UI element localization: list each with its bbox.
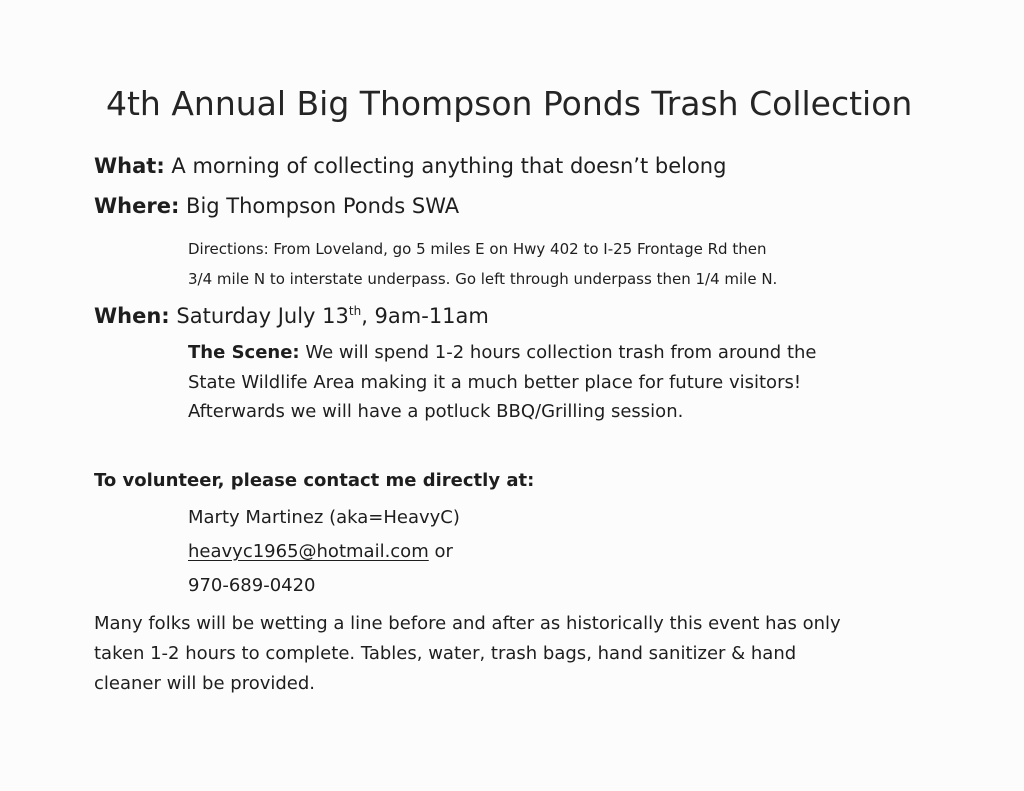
- phone-number: 970-689-0420: [188, 575, 316, 596]
- what-line: [94, 154, 726, 178]
- scene-label: The Scene:: [188, 342, 300, 363]
- page-title: 4th Annual Big Thompson Ponds Trash Collection: [106, 84, 913, 123]
- when-date: Saturday July 13: [176, 304, 349, 328]
- what-label: What:: [94, 154, 165, 178]
- where-line: [94, 194, 459, 218]
- closing-line-3: cleaner will be provided.: [94, 673, 316, 694]
- scene-line-3: Afterwards we will have a potluck BBQ/Grilling session.: [188, 401, 684, 422]
- when-line: [94, 304, 489, 328]
- date-superscript: th: [348, 304, 362, 318]
- directions-line-2: 3/4 mile N to interstate underpass. Go left through underpass then 1/4 mile N.: [188, 270, 778, 288]
- contact-name: Marty Martinez (aka=HeavyC): [188, 507, 460, 528]
- what-text: A morning of collecting anything that doesn’t belong: [171, 154, 727, 178]
- email-link[interactable]: heavyc1965@hotmail.com: [188, 541, 429, 562]
- email-line: [188, 541, 453, 562]
- scene-text-1: We will spend 1-2 hours collection trash from around the: [305, 342, 817, 363]
- where-text: Big Thompson Ponds SWA: [186, 194, 460, 218]
- when-time: , 9am-11am: [361, 304, 489, 328]
- closing-line-1: Many folks will be wetting a line before and after as historically this event has only: [94, 613, 841, 634]
- volunteer-heading: To volunteer, please contact me directly at:: [94, 470, 535, 491]
- directions-line-1: Directions: From Loveland, go 5 miles E on Hwy 402 to I-25 Frontage Rd then: [188, 240, 767, 258]
- email-or-text: or: [428, 541, 453, 562]
- when-label: When:: [94, 304, 170, 328]
- where-label: Where:: [94, 194, 180, 218]
- scene-line-1: [188, 342, 817, 363]
- closing-line-2: taken 1-2 hours to complete. Tables, water, trash bags, hand sanitizer & hand: [94, 643, 797, 664]
- scene-line-2: State Wildlife Area making it a much better place for future visitors!: [188, 372, 802, 393]
